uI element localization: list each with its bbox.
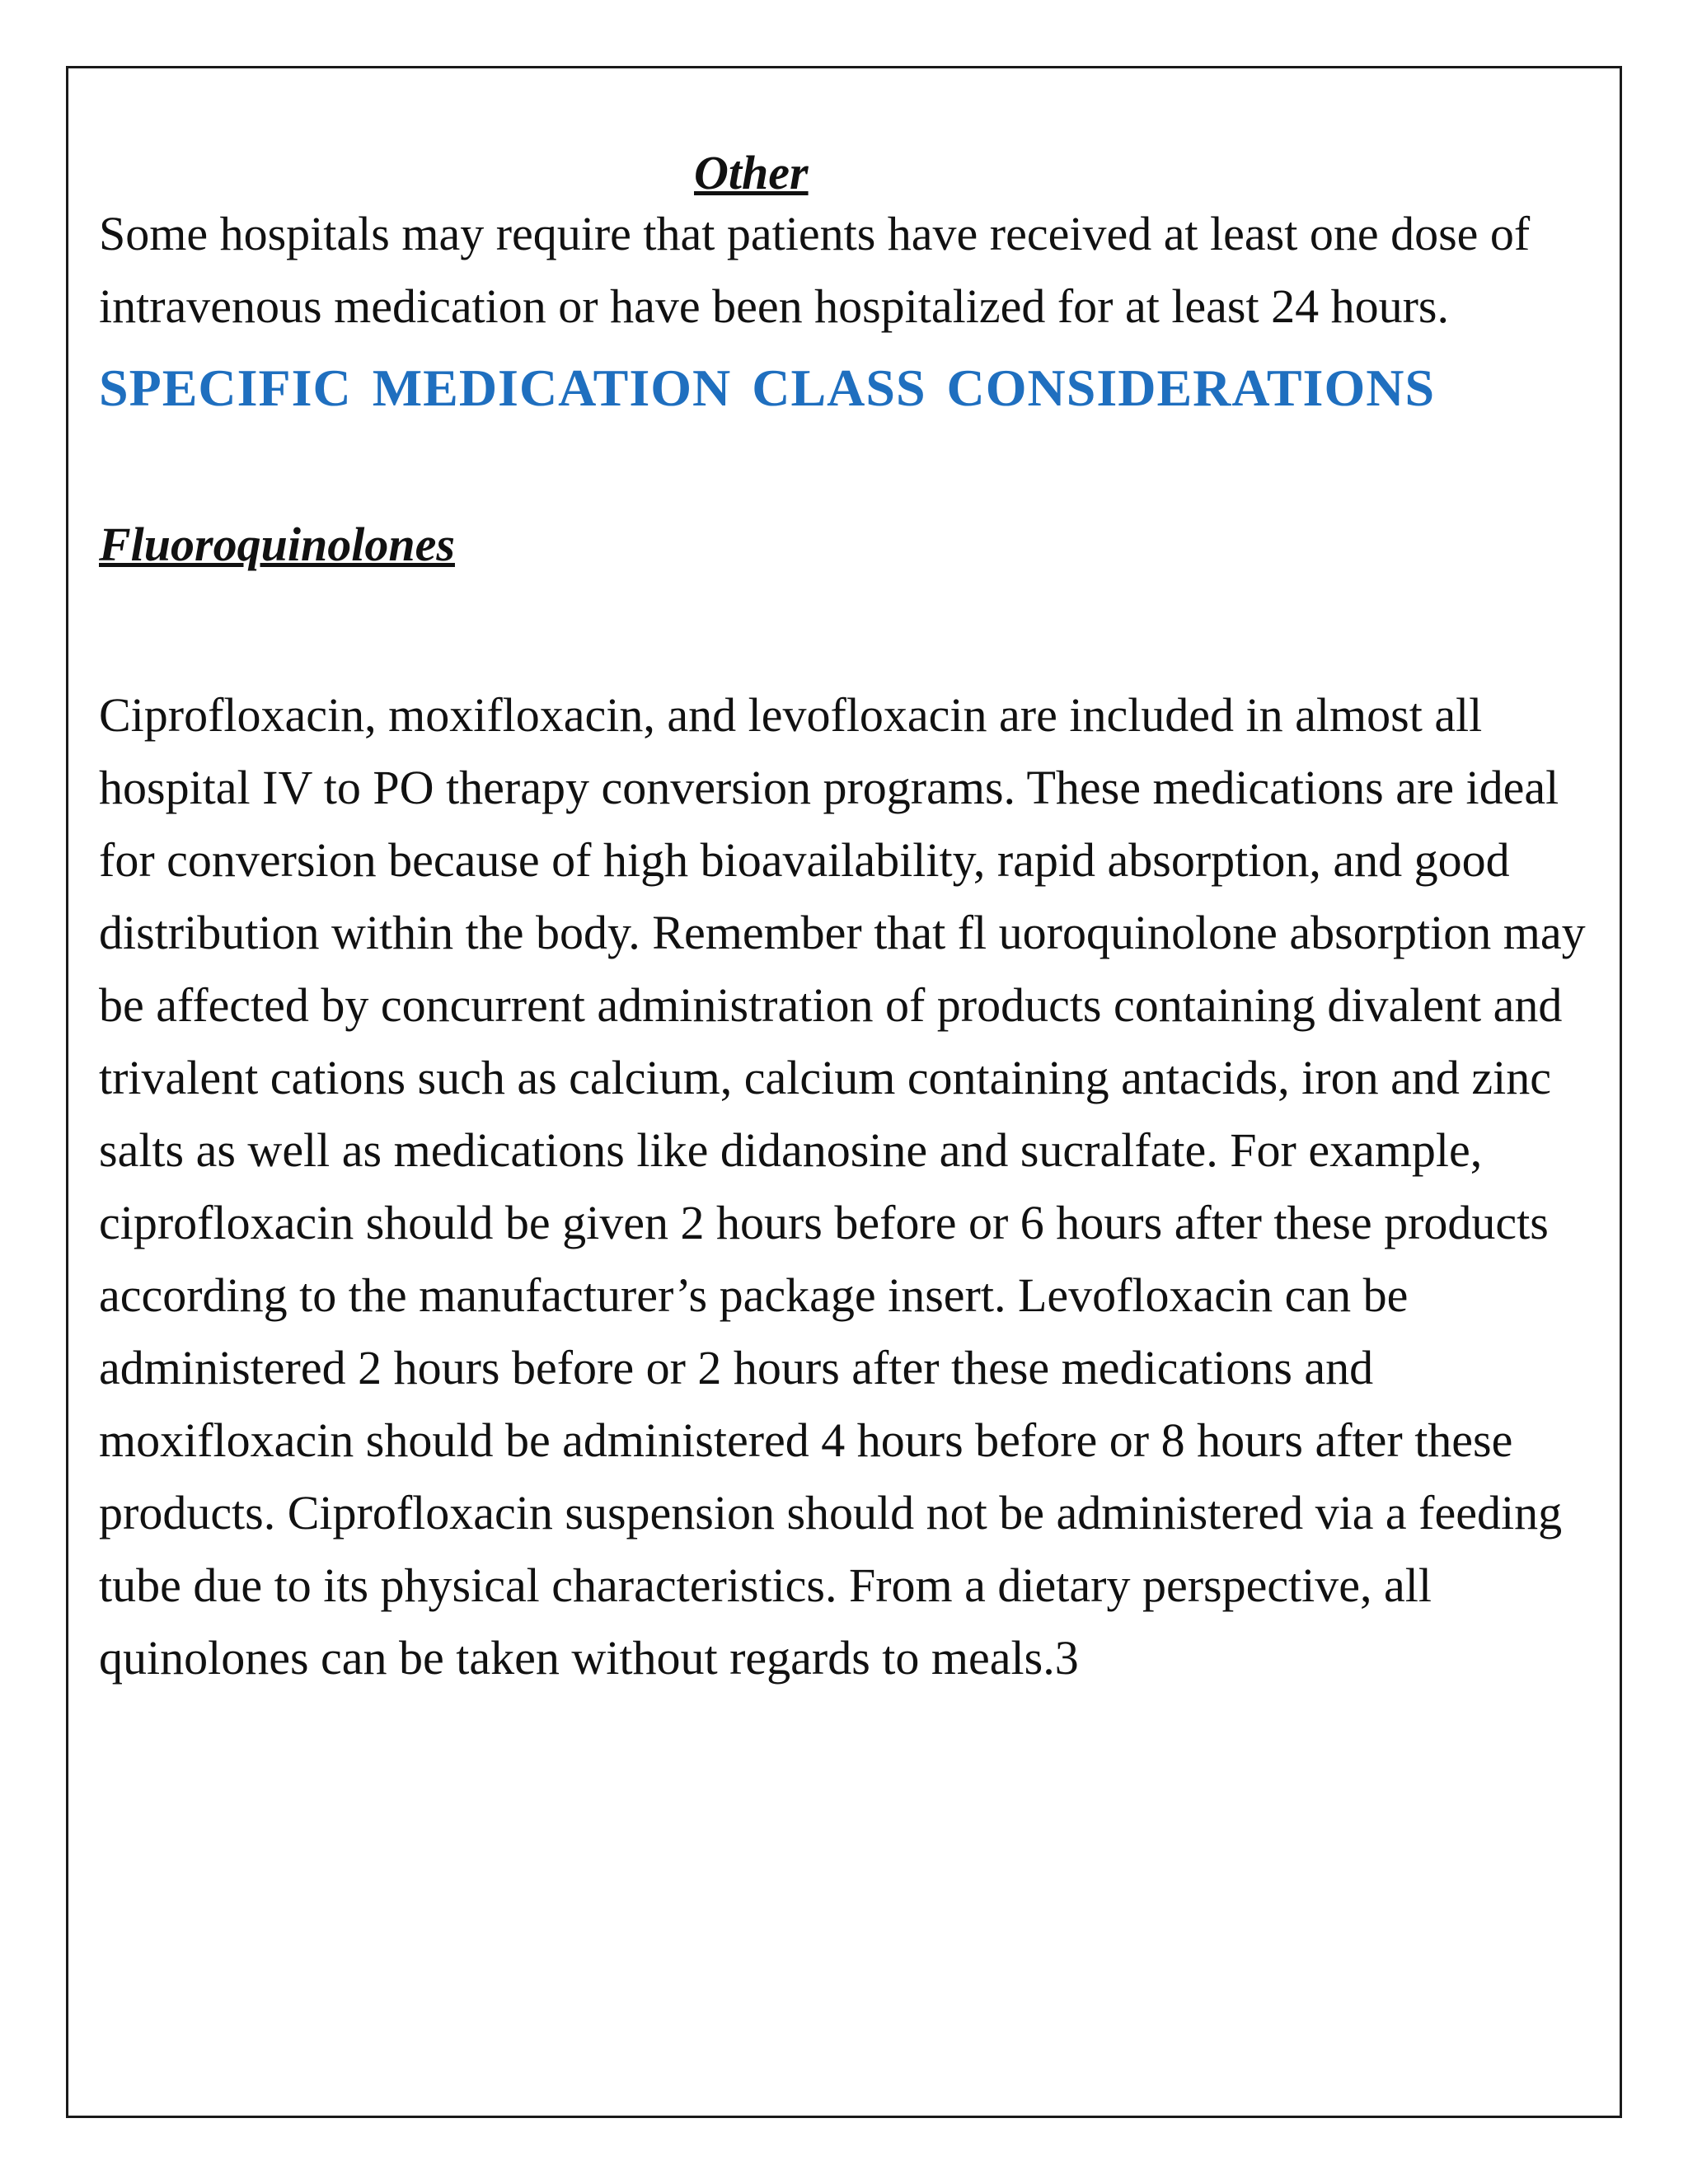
document-content (99, 148, 1599, 1694)
fluoroquinolones-paragraph: Ciprofloxacin, moxifloxacin, and levofloxacin are included in almost all hospital IV to PO therapy conversion programs. These medications are ideal for conversion because of high bioavailability, rapid absorption, and good distribution within the body. Remember that fl uoroquinolone absorption may be affected by concurrent administration of products containing divalent and trivalent cations such as calcium, calcium containing antacids, iron and zinc salts as well as medications like didanosine and sucralfate. For example, ciprofloxacin should be given 2 hours before or 6 hours after these products according to the manufacturer’s package insert. Levofloxacin can be administered 2 hours before or 2 hours after these medications and moxifloxacin should be administered 4 hours before or 8 hours after these products. Ciprofloxacin suspension should not be administered via a feeding tube due to its physical characteristics. From a dietary perspective, all quinolones can be taken without regards to meals.3 (99, 688, 1586, 1685)
intro-paragraph: Some hospitals may require that patients have received at least one dose of intravenous medication or have been hospitalized for at least 24 hours. (99, 207, 1531, 333)
fluoroquinolones-heading: Fluoroquinolones (99, 518, 455, 571)
other-heading: Other (694, 146, 809, 199)
section-title: SPECIFIC MEDICATION CLASS CONSIDERATIONS (99, 359, 1436, 417)
